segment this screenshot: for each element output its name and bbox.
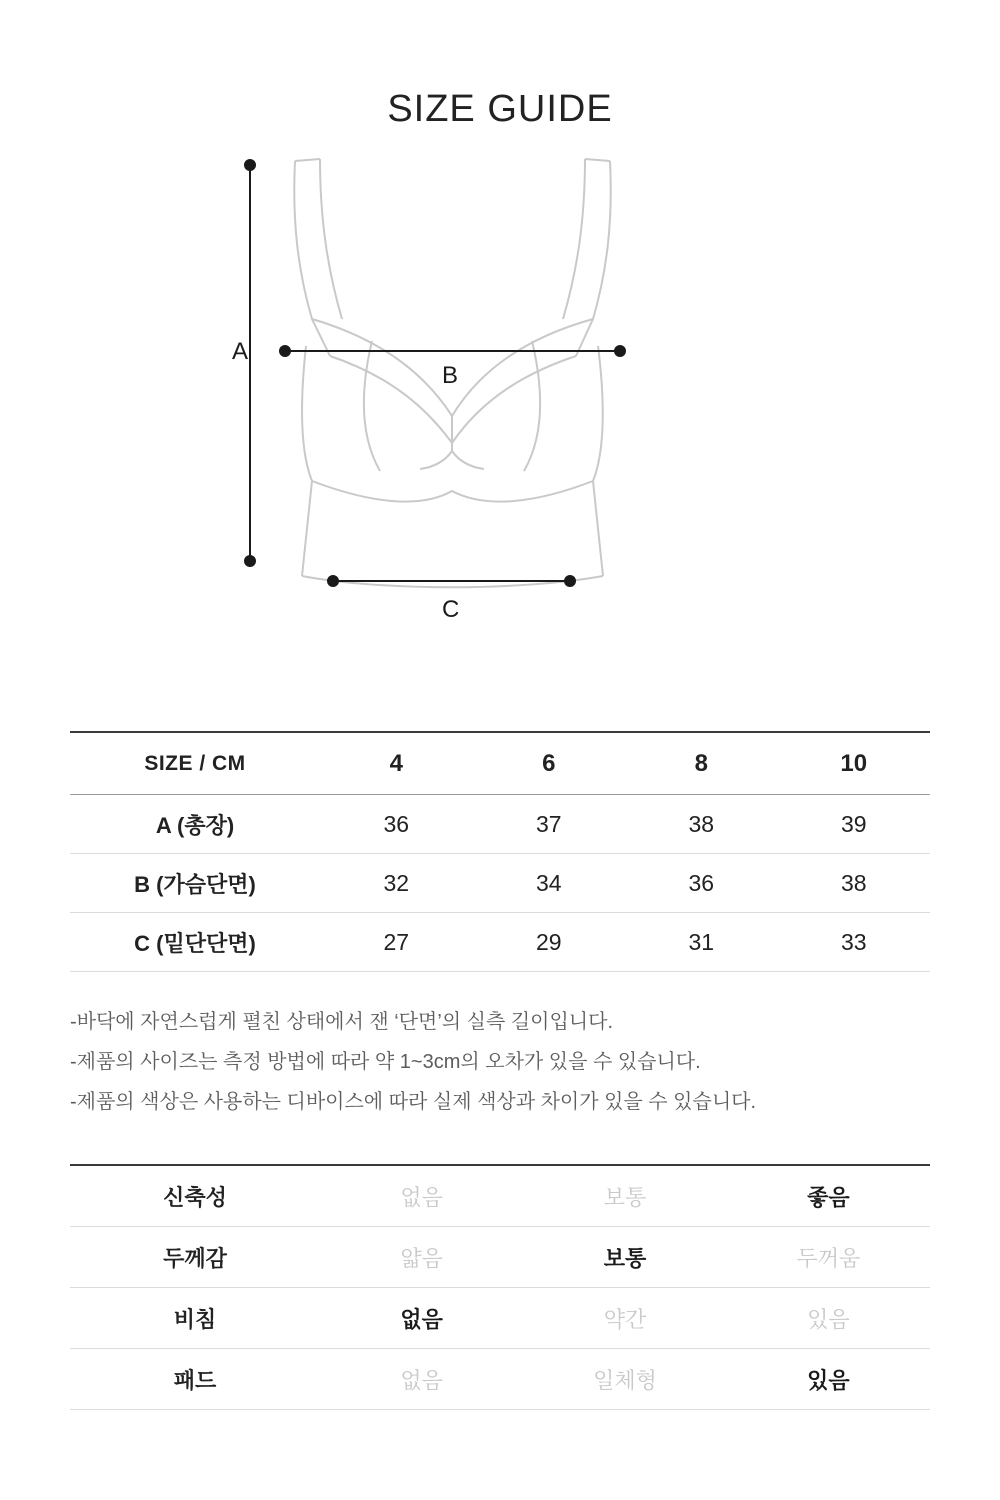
- size-c-10: 33: [778, 913, 931, 972]
- size-b-6: 34: [473, 854, 626, 913]
- measure-label-a: A: [232, 338, 249, 365]
- measure-label-b: B: [442, 362, 459, 389]
- size-table-header-10: 10: [778, 732, 931, 795]
- size-c-4: 27: [320, 913, 473, 972]
- table-row: [70, 1349, 930, 1410]
- table-row: [70, 1288, 930, 1349]
- page-title: SIZE GUIDE: [387, 88, 613, 130]
- attr-thickness-option-1: 얇음: [320, 1227, 523, 1288]
- table-row: [70, 1165, 930, 1227]
- attr-pad-option-1: 없음: [320, 1349, 523, 1410]
- size-a-4: 36: [320, 795, 473, 854]
- note-line-1: -바닥에 자연스럽게 펼친 상태에서 잰 ‘단면’의 실측 길이입니다.: [70, 1011, 613, 1033]
- size-row-label-c: C (밑단단면): [70, 913, 320, 972]
- size-c-8: 31: [625, 913, 778, 972]
- size-table-header-label: SIZE / CM: [70, 732, 320, 795]
- note-line-3: -제품의 색상은 사용하는 디바이스에 따라 실제 색상과 차이가 있을 수 있습니다.: [70, 1091, 757, 1113]
- attr-stretch-option-3: 좋음: [727, 1165, 930, 1227]
- table-row: [70, 913, 930, 972]
- attr-stretch-option-2: 보통: [523, 1165, 726, 1227]
- attr-sheerness-option-2: 약간: [523, 1288, 726, 1349]
- fabric-attributes-table: [70, 1164, 930, 1410]
- garment-diagram: [0, 151, 1000, 711]
- measure-label-c: C: [442, 596, 460, 623]
- attr-sheerness-option-3: 있음: [727, 1288, 930, 1349]
- attr-label-stretch: 신축성: [70, 1165, 320, 1227]
- attr-thickness-option-3: 두꺼움: [727, 1227, 930, 1288]
- attr-stretch-option-1: 없음: [320, 1165, 523, 1227]
- size-row-label-a: A (총장): [70, 795, 320, 854]
- attr-label-thickness: 두께감: [70, 1227, 320, 1288]
- attr-pad-option-2: 일체형: [523, 1349, 726, 1410]
- size-table-header-8: 8: [625, 732, 778, 795]
- size-table-header-6: 6: [473, 732, 626, 795]
- size-b-10: 38: [778, 854, 931, 913]
- table-row: [70, 854, 930, 913]
- note-line-2: -제품의 사이즈는 측정 방법에 따라 약 1~3cm의 오차가 있을 수 있습니다.: [70, 1051, 701, 1073]
- size-row-label-b: B (가슴단면): [70, 854, 320, 913]
- size-b-8: 36: [625, 854, 778, 913]
- size-table: [70, 731, 930, 972]
- attr-label-pad: 패드: [70, 1349, 320, 1410]
- attr-label-sheerness: 비침: [70, 1288, 320, 1349]
- notes-block: [70, 1006, 930, 1118]
- size-a-10: 39: [778, 795, 931, 854]
- size-a-6: 37: [473, 795, 626, 854]
- table-row: [70, 795, 930, 854]
- attr-pad-option-3: 있음: [727, 1349, 930, 1410]
- size-table-header-row: [70, 732, 930, 795]
- size-a-8: 38: [625, 795, 778, 854]
- size-table-header-4: 4: [320, 732, 473, 795]
- bra-top-illustration: [220, 151, 780, 671]
- table-row: [70, 1227, 930, 1288]
- size-b-4: 32: [320, 854, 473, 913]
- attr-sheerness-option-1: 없음: [320, 1288, 523, 1349]
- size-c-6: 29: [473, 913, 626, 972]
- attr-thickness-option-2: 보통: [523, 1227, 726, 1288]
